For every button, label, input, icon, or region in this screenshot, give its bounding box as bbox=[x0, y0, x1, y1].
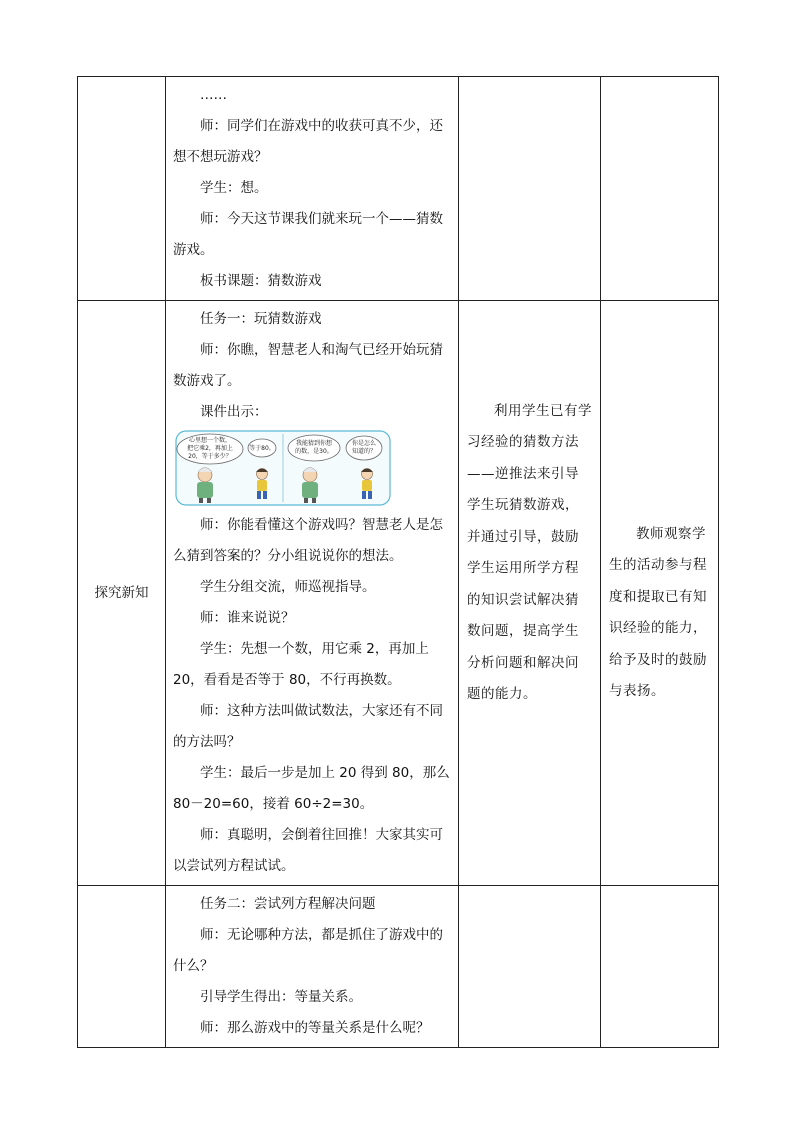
text-line: 学生：先想一个数，用它乘 2，再加上 20，看看是否等于 80，不行再换数。 bbox=[173, 641, 429, 688]
old-man-figure bbox=[302, 468, 318, 504]
task-title: 任务二：尝试列方程解决问题 bbox=[200, 896, 376, 912]
bubble-text: 心里想一个数， bbox=[188, 437, 232, 444]
text-line: 学生分组交流，师巡视指导。 bbox=[200, 579, 376, 595]
section-label-cell-empty bbox=[78, 77, 166, 301]
section-label: 探究新知 bbox=[94, 584, 149, 601]
bubble-text: 你是怎么 bbox=[351, 440, 377, 447]
text-line: 引导学生得出：等量关系。 bbox=[200, 989, 362, 1005]
teaching-process-cell bbox=[166, 886, 459, 1048]
old-man-figure bbox=[197, 468, 213, 504]
evaluation-cell bbox=[601, 301, 719, 886]
bubble-text: 我能猜到你想 bbox=[295, 440, 333, 447]
teaching-process-cell bbox=[166, 301, 459, 886]
table-row-explore bbox=[78, 301, 719, 886]
design-intent-cell bbox=[459, 301, 601, 886]
bubble-text: 20，等于多少？ bbox=[188, 453, 232, 460]
design-intent-cell-empty bbox=[459, 886, 601, 1048]
text-line: 师：谁来说说？ bbox=[200, 610, 295, 626]
bubble-text: 知道的？ bbox=[351, 448, 377, 455]
teaching-process-cell bbox=[166, 77, 459, 301]
text-line: 学生：最后一步是加上 20 得到 80，那么 80－20=60，接着 60÷2=30。 bbox=[173, 765, 450, 812]
text-line: 师：你能看懂这个游戏吗？智慧老人是怎么猜到答案的？分小组说说你的想法。 bbox=[173, 517, 443, 564]
table-row-task2 bbox=[78, 886, 719, 1048]
text-line: 师：今天这节课我们就来玩一个——猜数游戏。 bbox=[173, 211, 443, 258]
text-line: 学生：想。 bbox=[200, 180, 268, 196]
text-line: 师：真聪明，会倒着往回推！大家其实可以尝试列方程试试。 bbox=[173, 827, 443, 874]
bubble-text: 等于80。 bbox=[249, 445, 275, 452]
bubble-text: 的数，是30。 bbox=[295, 448, 333, 455]
section-label-cell-empty bbox=[78, 886, 166, 1048]
lesson-plan-table bbox=[77, 76, 719, 1048]
text-line: 师：你瞧，智慧老人和淘气已经开始玩猜数游戏了。 bbox=[173, 342, 443, 389]
task-title: 任务一：玩猜数游戏 bbox=[200, 311, 322, 327]
evaluation-cell-empty bbox=[601, 77, 719, 301]
text-line: 师：这种方法叫做试数法，大家还有不同的方法吗？ bbox=[173, 703, 443, 750]
design-intent-cell-empty bbox=[459, 77, 601, 301]
text-line: 师：无论哪种方法，都是抓住了游戏中的什么？ bbox=[173, 927, 443, 974]
evaluation-cell-empty bbox=[601, 886, 719, 1048]
text-line: 板书课题：猜数游戏 bbox=[200, 273, 322, 289]
table-row-intro bbox=[78, 77, 719, 301]
guessing-game-illustration bbox=[175, 430, 452, 506]
bubble-text: 把它乘2，再加上 bbox=[187, 445, 233, 452]
design-intent-text: 利用学生已有学习经验的猜数方法——逆推法来引导学生玩猜数游戏，并通过引导，鼓励学生运用所学方程的知识尝试解决猜数问题，提高学生分析问题和解决问题的能力。 bbox=[467, 402, 592, 702]
text-line: …… bbox=[200, 87, 227, 103]
evaluation-text: 教师观察学生的活动参与程度和提取已有知识经验的能力，给予及时的鼓励与表扬。 bbox=[609, 525, 707, 699]
text-line: 师：同学们在游戏中的收获可真不少，还想不想玩游戏？ bbox=[173, 118, 443, 165]
text-line: 课件出示： bbox=[200, 404, 268, 420]
section-label-cell bbox=[78, 301, 166, 886]
text-line: 师：那么游戏中的等量关系是什么呢？ bbox=[200, 1020, 430, 1036]
